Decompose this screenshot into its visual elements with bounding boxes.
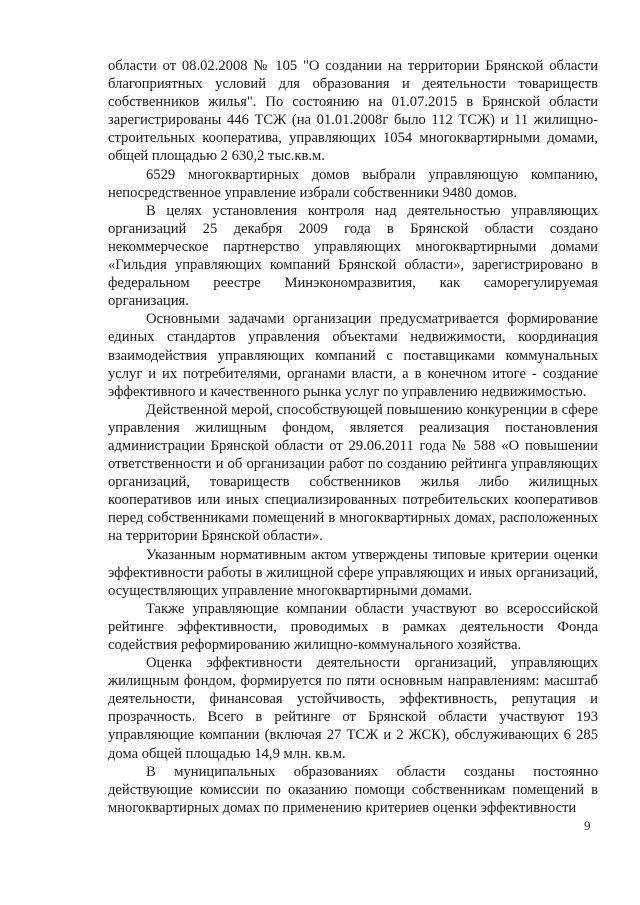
paragraph-competition-measure: Действенной мерой, способствующей повышению конкуренции в сфере управления жилищным фондом, является реализация постановления администрации Брянской области от 29.06.2011 года № 588 «О повышении ответственности и об организации работ по созданию рейтинга управляющих организаций, товариществ собственников жилья либо жилищных кооперативов или иных специализированных потребительских кооперативов перед собственниками помещений в многоквартирных домах, расположенных на территории Брянской области». — [108, 401, 598, 545]
paragraph-rating-evaluation: Оценка эффективности деятельности организаций, управляющих жилищным фондом, формируется по пяти основным направлениям: масштаб деятельности, финансовая устойчивость, эффективность, репутация и прозрачность. Всего в рейтинге от Брянской области участвуют 193 управляющие компании (включая 27 ТСЖ и 2 ЖСК), обслуживающих 6 285 дома общей площадью 14,9 млн. кв.м. — [108, 655, 598, 762]
paragraph-tsj-statistics: области от 08.02.2008 № 105 "О создании на территории Брянской области благоприятных условий для образования и деятельности товариществ собственников жилья". По состоянию на 01.07.2015 в Брянской области зарегистрированы 446 ТСЖ (на 01.01.2008г было 112 ТСЖ) и 11 жилищно-строительных кооператива, управляющих 1054 многоквартирными домами, общей площадью 2 630,2 тыс.кв.м. — [108, 58, 598, 165]
paragraph-criteria: Указанным нормативным актом утверждены типовые критерии оценки эффективности работы в жилищной сфере управляющих и иных организаций, осуществляющих управление многоквартирными домами. — [108, 546, 598, 599]
paragraph-guild-creation: В целях установления контроля над деятельностью управляющих организаций 25 декабря 2009 года в Брянской области создано некоммерческое партнерство управляющих многоквартирными домами «Гильдия управляющих компаний Брянской области», зарегистрировано в федеральном реестре Минэкономразвития, как саморегулируемая организация. — [108, 202, 598, 310]
document-body — [108, 57, 598, 817]
page-number: 9 — [584, 818, 591, 833]
paragraph-national-rating: Также управляющие компании области участвуют во всероссийской рейтинге эффективности, проводимых в рамках деятельности Фонда содействия реформированию жилищно-коммунального хозяйства. — [108, 600, 598, 653]
paragraph-management-choice: 6529 многоквартирных домов выбрали управляющую компанию, непосредственное управление избрали собственники 9480 домов. — [108, 166, 598, 201]
paragraph-municipal-commissions: В муниципальных образованиях области созданы постоянно действующие комиссии по оказанию помощи собственникам помещений в многоквартирных домах по применению критериев оценки эффективности — [108, 763, 598, 816]
paragraph-guild-tasks: Основными задачами организации предусматривается формирование единых стандартов управления объектами недвижимости, координация взаимодействия управляющих компаний с поставщиками коммунальных услуг и их потребителями, органами власти, а в конечном итоге - создание эффективного и качественного рынка услуг по управлению недвижимостью. — [108, 311, 598, 400]
